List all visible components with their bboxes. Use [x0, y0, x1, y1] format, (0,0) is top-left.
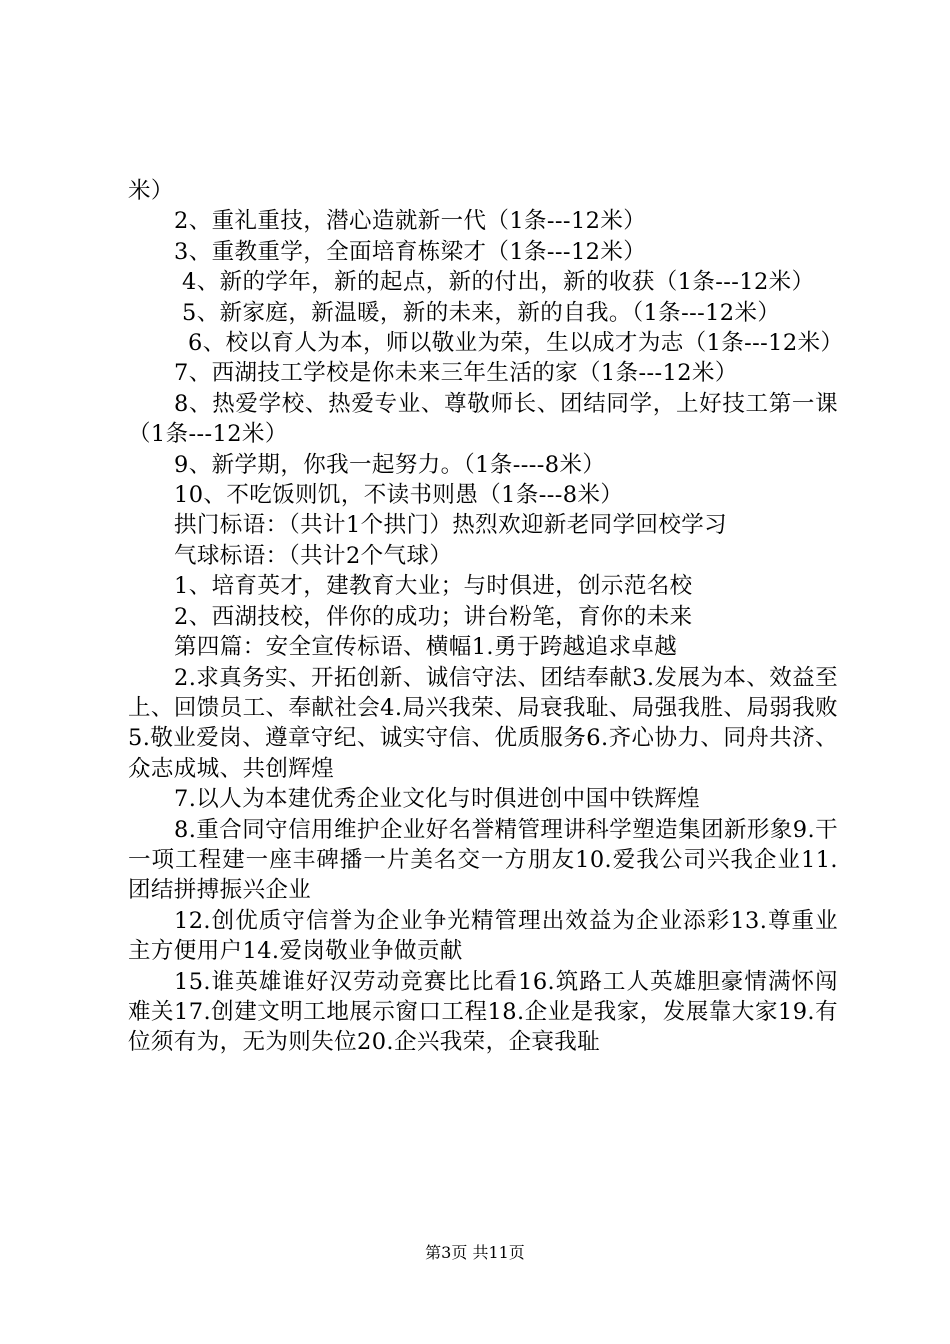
- paragraph-safety-15-20: 15.谁英雄谁好汉劳动竞赛比比看16.筑路工人英雄胆豪情满怀闯难关17.创建文明工地展示窗口工程18.企业是我家，发展靠大家19.有位须有为，无为则失位20.企兴我荣，企衰我耻: [128, 968, 838, 1056]
- paragraph-balloon-1: 1、培育英才，建教育大业；与时俱进，创示范名校: [174, 573, 693, 600]
- paragraph-slogan-4: 4、新的学年，新的起点，新的付出，新的收获（1条---12米）: [182, 269, 815, 296]
- paragraph-safety-7: 7.以人为本建优秀企业文化与时俱进创中国中铁辉煌: [174, 786, 701, 813]
- paragraph-slogan-3: 3、重教重学，全面培育栋梁才（1条---12米）: [174, 238, 647, 265]
- paragraph-balloon-2: 2、西湖技校，伴你的成功；讲台粉笔，育你的未来: [174, 603, 693, 630]
- paragraph-continuation: 米）: [128, 178, 174, 204]
- paragraph-slogan-5: 5、新家庭，新温暖，新的未来，新的自我。（1条---12米）: [182, 299, 781, 326]
- paragraph-safety-2-6: 2.求真务实、开拓创新、诚信守法、团结奉献3.发展为本、效益至上、回馈员工、奉献社会4.局兴我荣、局衰我耻、局强我胜、局弱我败5.敬业爱岗、遵章守纪、诚实守信、优质服务6.齐心协力、同舟共济、众志成城、共创辉煌: [128, 664, 838, 782]
- paragraph-slogan-9: 9、新学期，你我一起努力。（1条----8米）: [174, 451, 606, 478]
- paragraph-slogan-10: 10、不吃饭则饥，不读书则愚（1条---8米）: [174, 482, 624, 509]
- paragraph-slogan-8: 8、热爱学校、热爱专业、尊敬师长、团结同学，上好技工第一课（1条---12米）: [128, 390, 838, 448]
- paragraph-arch-slogan: 拱门标语：（共计1个拱门）热烈欢迎新老同学回校学习: [174, 512, 728, 539]
- paragraph-safety-12-14: 12.创优质守信誉为企业争光精管理出效益为企业添彩13.尊重业主方便用户14.爱岗敬业争做贡献: [128, 907, 838, 965]
- paragraph-slogan-6: 6、校以育人为本，师以敬业为荣，生以成才为志（1条---12米）: [188, 330, 844, 357]
- page-number-footer: 第3页 共11页: [425, 1243, 525, 1262]
- paragraph-slogan-2: 2、重礼重技，潜心造就新一代（1条---12米）: [174, 208, 647, 235]
- paragraph-slogan-7: 7、西湖技工学校是你未来三年生活的家（1条---12米）: [174, 360, 738, 387]
- paragraph-balloon-heading: 气球标语：（共计2个气球）: [174, 542, 453, 569]
- document-body: [128, 176, 844, 1058]
- paragraph-safety-8-11: 8.重合同守信用维护企业好名誉精管理讲科学塑造集团新形象9.干一项工程建一座丰碑播一片美名交一方朋友10.爱我公司兴我企业11.团结拼搏振兴企业: [128, 816, 838, 904]
- paragraph-section-four-heading: 第四篇：安全宣传标语、横幅1.勇于跨越追求卓越: [174, 634, 678, 661]
